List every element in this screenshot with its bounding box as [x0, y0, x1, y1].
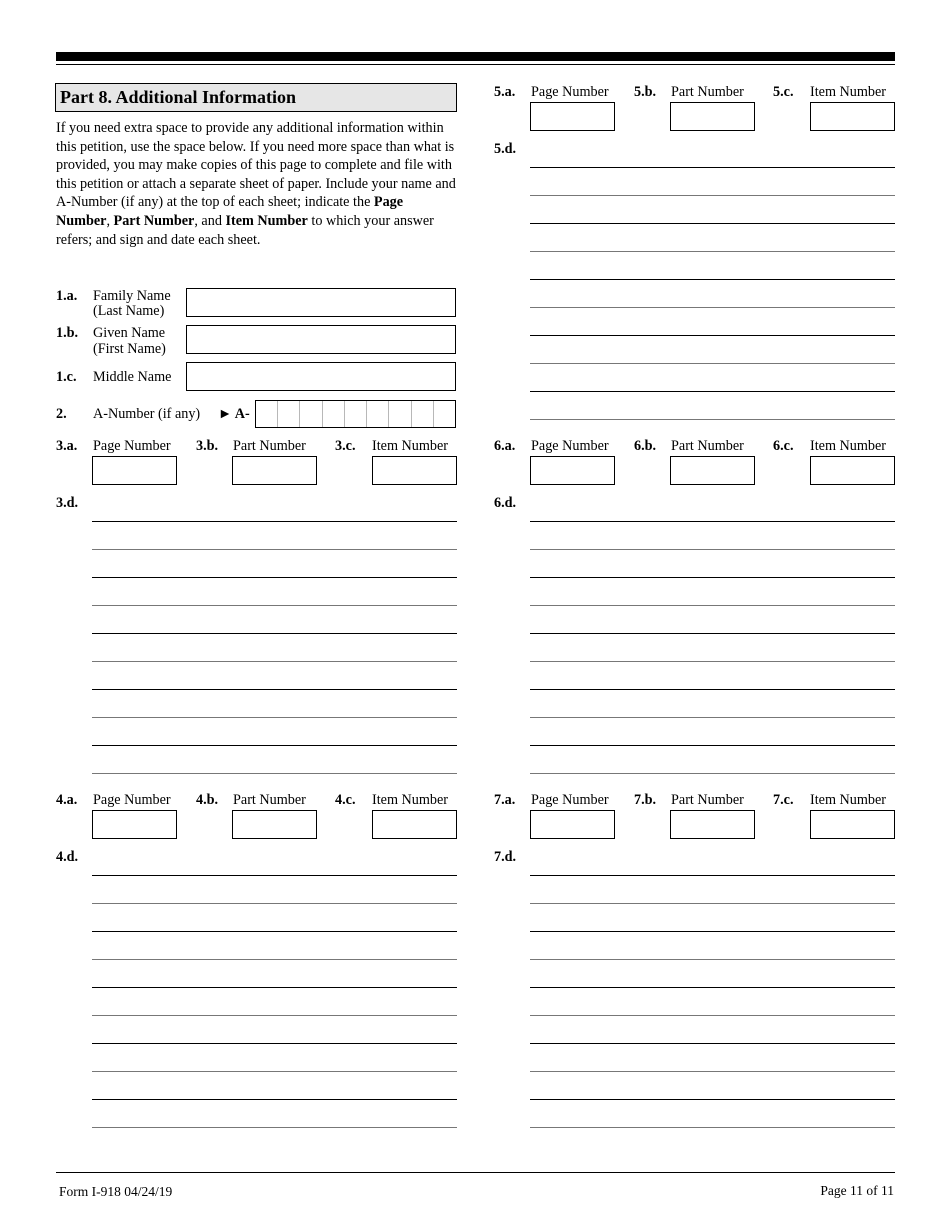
item-number: 5.c.: [773, 84, 794, 100]
instructions-text: If you need extra space to provide any additional information within this petition, use the space below. If you need more space than what is provided, you may make copies of this page to complete and file with this petition or attach a separate sheet of paper. Include your name and A-Number (if any) at the top of each sheet; indicate the Page Number, Part Number, and Item Number to which your answer refers; and sign and date each sheet.: [56, 120, 456, 248]
answer-line[interactable]: [530, 773, 895, 774]
item-number-field[interactable]: [810, 456, 895, 485]
item-number-field[interactable]: [810, 102, 895, 131]
item-number: 3.a.: [56, 438, 78, 454]
item-number: 5.d.: [494, 141, 517, 157]
a-number-prefix: ► A-: [218, 406, 250, 422]
item-number: 5.b.: [634, 84, 657, 100]
page-number-label: Page Number: [531, 438, 609, 454]
answer-line[interactable]: [530, 251, 895, 252]
item-number: 7.c.: [773, 792, 794, 808]
answer-line[interactable]: [92, 773, 457, 774]
answer-line[interactable]: [530, 689, 895, 690]
page-number-field[interactable]: [92, 456, 177, 485]
answer-line[interactable]: [530, 605, 895, 606]
answer-line[interactable]: [530, 931, 895, 932]
answer-line[interactable]: [530, 903, 895, 904]
item-number-field[interactable]: [372, 810, 457, 839]
answer-line[interactable]: [92, 661, 457, 662]
given-name-field[interactable]: [186, 325, 456, 354]
answer-line[interactable]: [92, 875, 457, 876]
answer-line[interactable]: [530, 633, 895, 634]
part-number-field[interactable]: [232, 810, 317, 839]
answer-line[interactable]: [530, 987, 895, 988]
answer-line[interactable]: [530, 577, 895, 578]
answer-line[interactable]: [530, 1071, 895, 1072]
item-number: 5.a.: [494, 84, 516, 100]
answer-line[interactable]: [530, 549, 895, 550]
a-number-label: A-Number (if any): [93, 406, 201, 422]
item-number: 6.c.: [773, 438, 794, 454]
answer-line[interactable]: [530, 1015, 895, 1016]
part-number-field[interactable]: [670, 810, 755, 839]
answer-line[interactable]: [92, 689, 457, 690]
answer-line[interactable]: [530, 661, 895, 662]
item-number: 6.b.: [634, 438, 657, 454]
top-rule-thick: [56, 52, 895, 61]
answer-line[interactable]: [530, 1099, 895, 1100]
item-number: 3.d.: [56, 495, 79, 511]
item-number: 4.c.: [335, 792, 356, 808]
item-number-label: Item Number: [810, 792, 887, 808]
answer-line[interactable]: [92, 605, 457, 606]
answer-line[interactable]: [92, 1099, 457, 1100]
item-number-label: Item Number: [372, 792, 449, 808]
answer-line[interactable]: [530, 195, 895, 196]
part-number-label: Part Number: [233, 792, 306, 808]
given-name-sublabel: (First Name): [93, 341, 166, 357]
part-number-field[interactable]: [670, 456, 755, 485]
answer-line[interactable]: [92, 1127, 457, 1128]
answer-line[interactable]: [530, 307, 895, 308]
item-number-field[interactable]: [810, 810, 895, 839]
family-name-sublabel: (Last Name): [93, 303, 165, 319]
part-title: Part 8. Additional Information: [55, 83, 457, 112]
page-number-field[interactable]: [530, 810, 615, 839]
item-number: 3.b.: [196, 438, 219, 454]
footer-rule: [56, 1172, 895, 1173]
item-number: 6.d.: [494, 495, 517, 511]
answer-line[interactable]: [530, 335, 895, 336]
answer-line[interactable]: [92, 745, 457, 746]
item-number: 4.a.: [56, 792, 78, 808]
answer-line[interactable]: [530, 223, 895, 224]
part-number-label: Part Number: [233, 438, 306, 454]
a-number-field[interactable]: [255, 400, 456, 428]
page-number-field[interactable]: [530, 456, 615, 485]
page-number: Page 11 of 11: [820, 1183, 894, 1198]
answer-line[interactable]: [530, 745, 895, 746]
item-number: 3.c.: [335, 438, 356, 454]
page-number-field[interactable]: [92, 810, 177, 839]
answer-line[interactable]: [530, 279, 895, 280]
item-number: 7.d.: [494, 849, 517, 865]
answer-line[interactable]: [530, 959, 895, 960]
answer-line[interactable]: [530, 167, 895, 168]
item-number: 4.b.: [196, 792, 219, 808]
answer-line[interactable]: [530, 363, 895, 364]
answer-line[interactable]: [530, 391, 895, 392]
page-number-label: Page Number: [93, 792, 171, 808]
answer-line[interactable]: [530, 1127, 895, 1128]
part-number-label: Part Number: [671, 84, 744, 100]
part-number-field[interactable]: [232, 456, 317, 485]
page-number-field[interactable]: [530, 102, 615, 131]
answer-line[interactable]: [92, 633, 457, 634]
top-rule-thin: [56, 64, 895, 65]
answer-line[interactable]: [92, 903, 457, 904]
answer-line[interactable]: [92, 931, 457, 932]
answer-line[interactable]: [92, 987, 457, 988]
answer-line[interactable]: [92, 717, 457, 718]
answer-line[interactable]: [92, 577, 457, 578]
answer-line[interactable]: [530, 1043, 895, 1044]
family-name-label: Family Name: [93, 288, 171, 304]
middle-name-field[interactable]: [186, 362, 456, 391]
family-name-field[interactable]: [186, 288, 456, 317]
item-number: 1.a.: [56, 288, 78, 304]
item-number-label: Item Number: [810, 84, 887, 100]
answer-line[interactable]: [530, 419, 895, 420]
answer-line[interactable]: [92, 1071, 457, 1072]
page-number-label: Page Number: [93, 438, 171, 454]
item-number-field[interactable]: [372, 456, 457, 485]
item-number-label: Item Number: [372, 438, 449, 454]
part-number-field[interactable]: [670, 102, 755, 131]
answer-line[interactable]: [92, 1043, 457, 1044]
item-number: 7.b.: [634, 792, 657, 808]
page-number-label: Page Number: [531, 84, 609, 100]
answer-line[interactable]: [92, 1015, 457, 1016]
item-number: 1.c.: [56, 369, 77, 385]
answer-line[interactable]: [92, 521, 457, 522]
answer-line[interactable]: [530, 875, 895, 876]
part-number-label: Part Number: [671, 792, 744, 808]
item-number: 4.d.: [56, 849, 79, 865]
part-number-label: Part Number: [671, 438, 744, 454]
page-number-label: Page Number: [531, 792, 609, 808]
item-number-label: Item Number: [810, 438, 887, 454]
middle-name-label: Middle Name: [93, 369, 172, 385]
answer-line[interactable]: [92, 549, 457, 550]
answer-line[interactable]: [530, 717, 895, 718]
item-number: 6.a.: [494, 438, 516, 454]
answer-line[interactable]: [530, 521, 895, 522]
item-number: 1.b.: [56, 325, 79, 341]
item-number: 2.: [56, 406, 67, 422]
form-id: Form I-918 04/24/19: [59, 1184, 173, 1199]
given-name-label: Given Name: [93, 325, 166, 341]
answer-line[interactable]: [92, 959, 457, 960]
item-number: 7.a.: [494, 792, 516, 808]
